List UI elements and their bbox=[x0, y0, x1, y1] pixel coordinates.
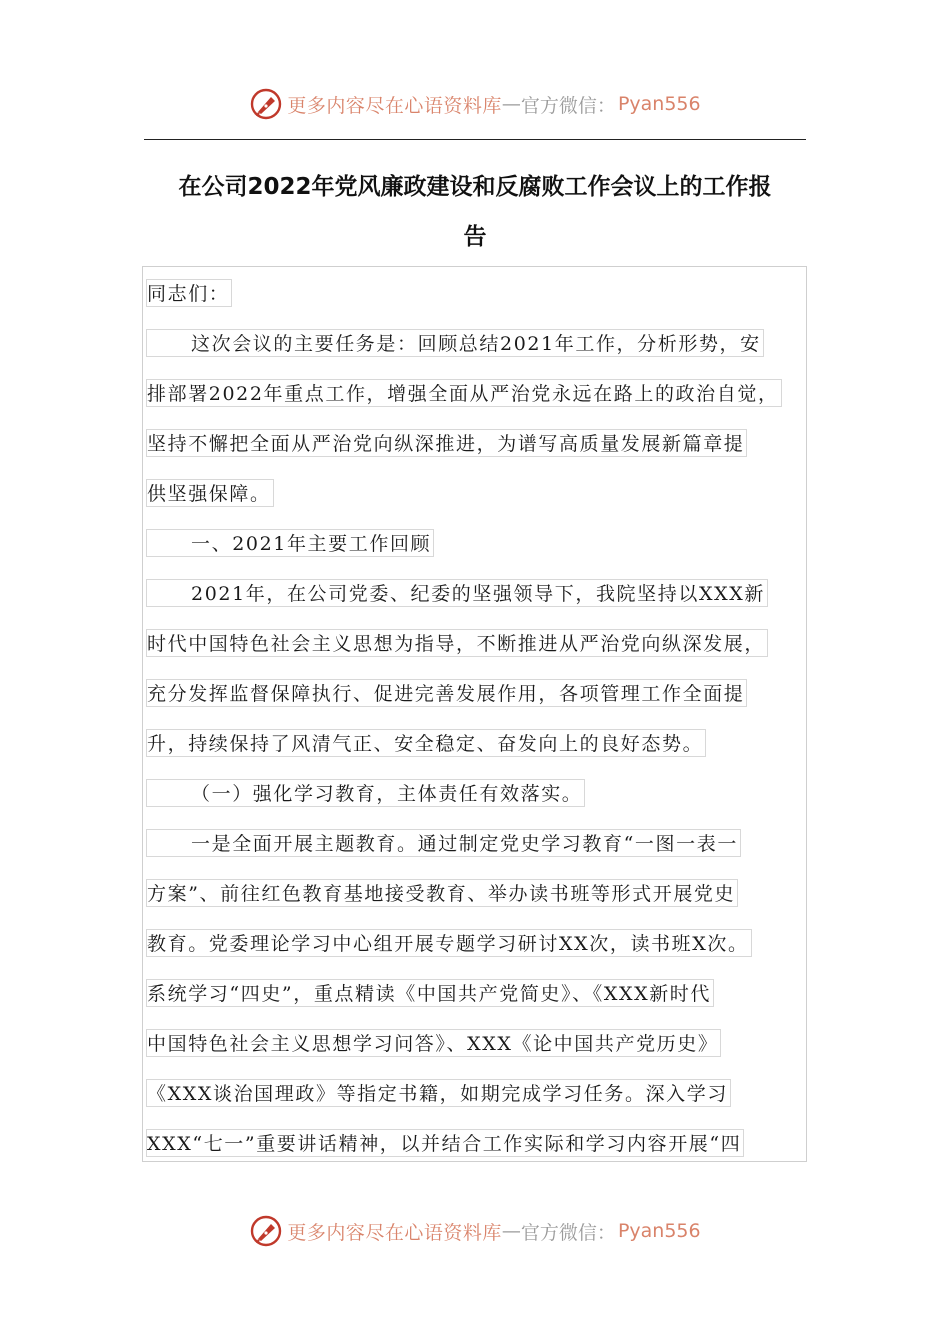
body-line: 升，持续保持了风清气正、安全稳定、奋发向上的良好态势。 bbox=[146, 729, 706, 757]
banner-separator: — bbox=[501, 93, 521, 115]
body-line: 2021年，在公司党委、纪委的坚强领导下，我院坚持以XXX新 bbox=[146, 579, 768, 607]
title-line-1: 在公司2022年党风廉政建设和反腐败工作会议上的工作报 bbox=[178, 174, 772, 200]
footer-banner bbox=[0, 1211, 950, 1251]
banner-wechat-id: Pyan556 bbox=[617, 93, 701, 115]
body-line: 坚持不懈把全面从严治党向纵深推进，为谱写高质量发展新篇章提 bbox=[146, 429, 747, 457]
body-line: 教育。党委理论学习中心组开展专题学习研讨XX次，读书班X次。 bbox=[146, 929, 752, 957]
footer-wechat-label: 官方微信： bbox=[520, 1221, 616, 1244]
banner-wechat-label: 官方微信： bbox=[520, 94, 616, 117]
body-line: 系统学习“四史”，重点精读《中国共产党简史》、《XXX新时代 bbox=[146, 979, 714, 1007]
body-line: 这次会议的主要任务是：回顾总结2021年工作，分析形势，安 bbox=[146, 329, 764, 357]
body-line: 一是全面开展主题教育。通过制定党史学习教育“一图一表一 bbox=[146, 829, 741, 857]
body-line: 方案”、前往红色教育基地接受教育、举办读书班等形式开展党史 bbox=[146, 879, 738, 907]
body-line: 供坚强保障。 bbox=[146, 479, 274, 507]
body-line: XXX“七一”重要讲话精神，以并结合工作实际和学习内容开展“四 bbox=[146, 1129, 744, 1157]
body-line: 《XXX谈治国理政》等指定书籍，如期完成学习任务。深入学习 bbox=[146, 1079, 731, 1107]
pen-nib-circle-icon bbox=[249, 87, 283, 121]
body-line: 中国特色社会主义思想学习问答》、XXX《论中国共产党历史》 bbox=[146, 1029, 721, 1057]
footer-wechat-id: Pyan556 bbox=[617, 1220, 701, 1242]
header-banner bbox=[0, 84, 950, 124]
title-line-2: 告 bbox=[463, 224, 487, 250]
banner-site-name: 更多内容尽在心语资料库 bbox=[287, 94, 502, 117]
body-line: 排部署2022年重点工作，增强全面从严治党永远在路上的政治自觉， bbox=[146, 379, 782, 407]
footer-separator: — bbox=[501, 1220, 521, 1242]
section-heading-1: 一、2021年主要工作回顾 bbox=[146, 529, 434, 557]
subsection-heading-1: （一）强化学习教育，主体责任有效落实。 bbox=[146, 779, 585, 807]
body-line: 充分发挥监督保障执行、促进完善发展作用，各项管理工作全面提 bbox=[146, 679, 747, 707]
footer-site-name: 更多内容尽在心语资料库 bbox=[287, 1221, 502, 1244]
body-line: 时代中国特色社会主义思想为指导，不断推进从严治党向纵深发展， bbox=[146, 629, 768, 657]
document-title bbox=[144, 162, 806, 262]
pen-nib-circle-icon bbox=[249, 1214, 283, 1248]
salutation-line: 同志们： bbox=[146, 279, 232, 307]
header-divider bbox=[144, 139, 806, 140]
